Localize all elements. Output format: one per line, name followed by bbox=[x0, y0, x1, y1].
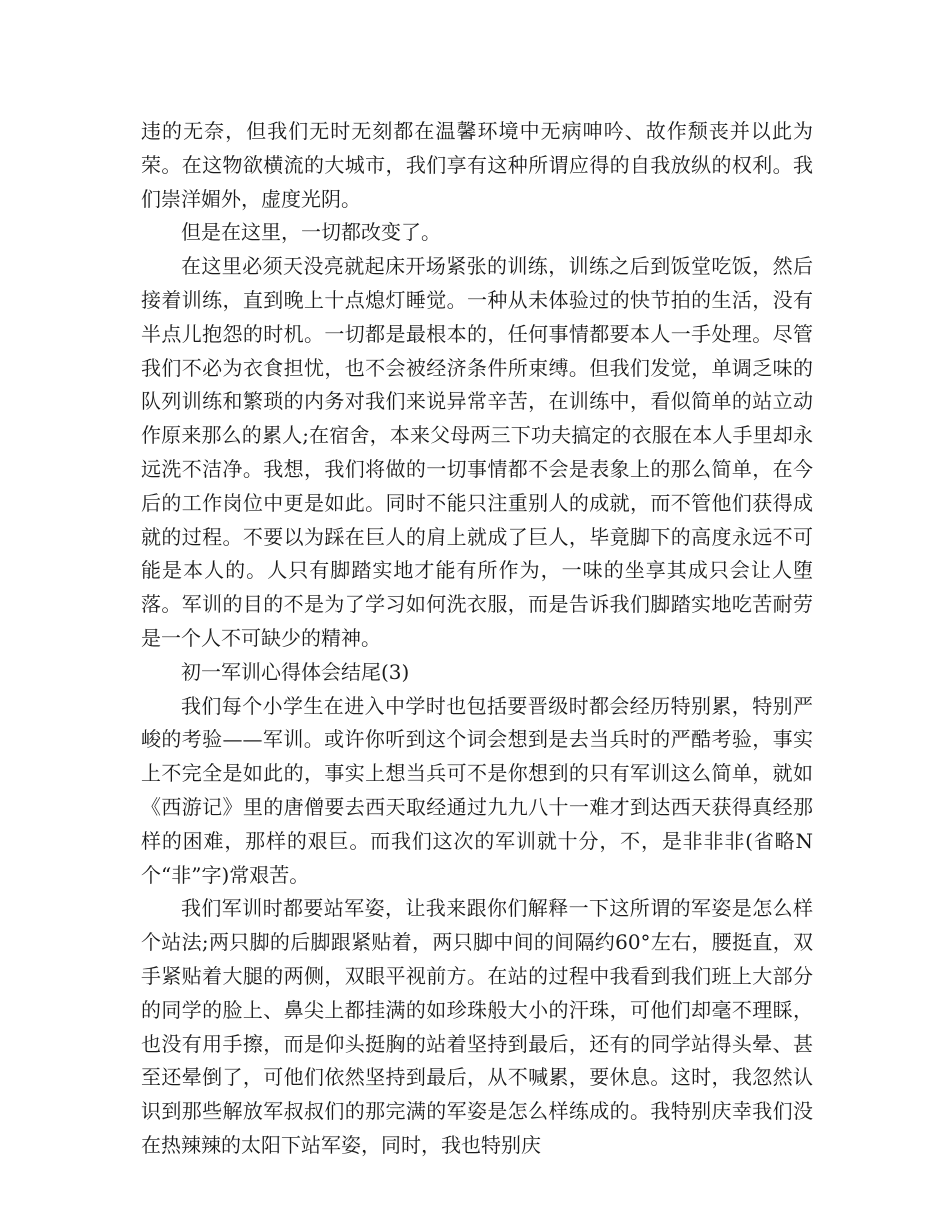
paragraph-military-posture: 我们军训时都要站军姿，让我来跟你们解释一下这所谓的军姿是怎么样个站法;两只脚的后脚跟紧贴着，两只脚中间的间隔约60°左右，腰挺直，双手紧贴着大腿的两侧，双眼平视前方。在站的过程中我看到我们班上大部分的同学的脸上、鼻尖上都挂满的如珍珠般大小的汗珠，可他们却毫不理睬，也没有用手擦，而是仰头挺胸的站着坚持到最后，还有的同学站得头晕、甚至还晕倒了，可他们依然坚持到最后，从不喊累，要休息。这时，我忽然认识到那些解放军叔叔们的那完满的军姿是怎么样练成的。我特别庆幸我们没在热辣辣的太阳下站军姿，同时，我也特别庆 bbox=[141, 896, 813, 1157]
paragraph-continuation: 违的无奈，但我们无时无刻都在温馨环境中无病呻吟、故作颓丧并以此为荣。在这物欲横流的大城市，我们享有这种所谓应得的自我放纵的权利。我们崇洋媚外，虚度光阴。 bbox=[141, 119, 813, 211]
paragraph-training-life: 在这里必须天没亮就起床开场紧张的训练，训练之后到饭堂吃饭，然后接着训练，直到晚上十点熄灯睡觉。一种从未体验过的快节拍的生活，没有半点儿抱怨的时机。一切都是最根本的，任何事情都要本人一手处理。尽管我们不必为衣食担忧，也不会被经济条件所束缚。但我们发觉，单调乏味的队列训练和繁琐的内务对我们来说异常辛苦，在训练中，看似简单的站立动作原来那么的累人;在宿舍，本来父母两三下功夫搞定的衣服在本人手里却永远洗不洁净。我想，我们将做的一切事情都不会是表象上的那么简单，在今后的工作岗位中更是如此。同时不能只注重别人的成就，而不管他们获得成就的过程。不要以为踩在巨人的肩上就成了巨人，毕竟脚下的高度永远不可能是本人的。人只有脚踏实地才能有所作为，一味的坐享其成只会让人堕落。军训的目的不是为了学习如何洗衣服，而是告诉我们脚踏实地吃苦耐劳是一个人不可缺少的精神。 bbox=[141, 254, 813, 650]
paragraph-military-training-intro: 我们每个小学生在进入中学时也包括要晋级时都会经历特别累，特别严峻的考验——军训。或许你听到这个词会想到是去当兵时的严酷考验，事实上不完全是如此的，事实上想当兵可不是你想到的只有军训这么简单，就如《西游记》里的唐僧要去西天取经通过九九八十一难才到达西天获得真经那样的困难，那样的艰巨。而我们这次的军训就十分，不，是非非非(省略N个“非”字)常艰苦。 bbox=[141, 693, 813, 887]
paragraph-change: 但是在这里，一切都改变了。 bbox=[181, 220, 441, 245]
document-page bbox=[141, 115, 813, 1163]
section-heading: 初一军训心得体会结尾(3) bbox=[181, 659, 410, 684]
